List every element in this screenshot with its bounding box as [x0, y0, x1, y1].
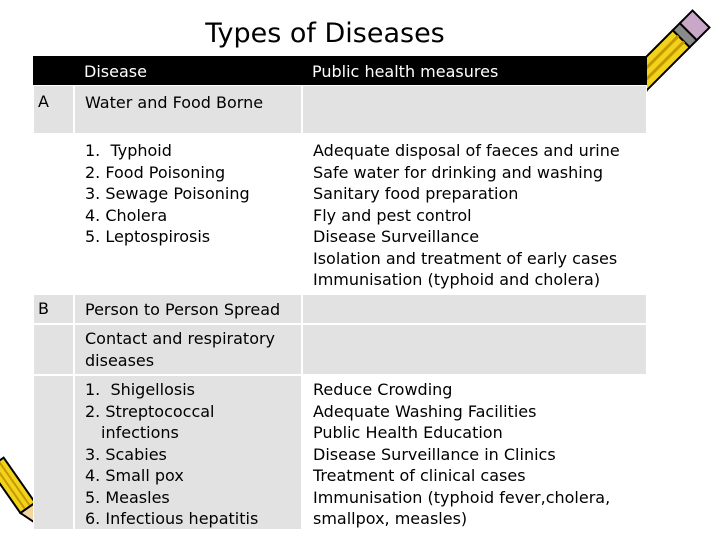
disease-list — [74, 375, 302, 530]
list-item: Immunisation (typhoid fever,cholera, — [313, 487, 611, 507]
table-row — [33, 375, 647, 530]
list-item: 6. Infectious hepatitis — [85, 509, 259, 528]
list-item: Public Health Education — [313, 423, 503, 442]
list-item: 3. Scabies — [85, 444, 167, 464]
section-label: A — [33, 85, 74, 134]
table-row — [33, 294, 647, 324]
subcategory-label: Contact and respiratory diseases — [74, 324, 302, 375]
header-measures: Public health measures — [312, 61, 499, 81]
list-item: 4. Small pox — [85, 466, 184, 485]
table-row — [33, 134, 647, 294]
list-item: 1. Typhoid — [85, 141, 172, 160]
list-item: Fly and pest control — [313, 205, 472, 225]
measures-list — [302, 134, 647, 294]
measures-list — [302, 375, 647, 530]
category-label: Water and Food Borne — [74, 85, 302, 134]
list-item: Safe water for drinking and washing — [313, 162, 603, 182]
table-row — [33, 85, 647, 134]
list-item: Adequate disposal of faeces and urine — [313, 141, 620, 160]
list-item: 2. Food Poisoning — [85, 162, 226, 182]
list-item: Immunisation (typhoid and cholera) — [313, 270, 601, 289]
table-row — [33, 324, 647, 375]
list-item: Sanitary food preparation — [313, 184, 519, 203]
list-item: 2. Streptococcal — [85, 401, 215, 421]
list-item: smallpox, measles) — [313, 509, 468, 528]
list-item: Disease Surveillance in Clinics — [313, 444, 556, 464]
list-item: infections — [101, 423, 179, 442]
list-item: Treatment of clinical cases — [313, 466, 526, 485]
list-item: 4. Cholera — [85, 205, 168, 225]
slide-title: Types of Diseases — [205, 18, 445, 49]
list-item: 5. Leptospirosis — [85, 227, 211, 246]
category-label: Person to Person Spread — [74, 294, 302, 324]
section-label: B — [33, 294, 74, 324]
header-disease: Disease — [84, 61, 147, 81]
list-item: 3. Sewage Poisoning — [85, 184, 250, 203]
diseases-table — [33, 56, 647, 530]
list-item: Adequate Washing Facilities — [313, 401, 537, 421]
list-item: Reduce Crowding — [313, 380, 453, 399]
list-item: Disease Surveillance — [313, 227, 480, 246]
list-item: 5. Measles — [85, 487, 170, 507]
disease-list — [74, 134, 302, 294]
table-header — [33, 56, 647, 85]
list-item: 1. Shigellosis — [85, 380, 195, 399]
list-item: Isolation and treatment of early cases — [313, 248, 618, 268]
